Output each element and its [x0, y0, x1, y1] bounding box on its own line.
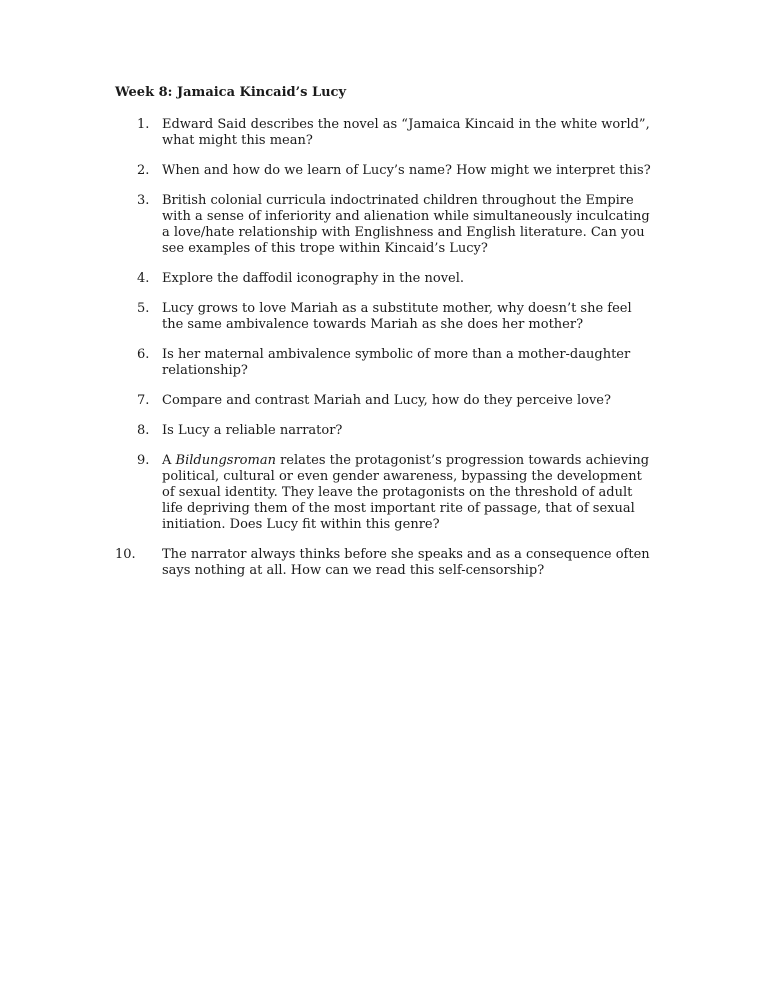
- question-number: 7.: [137, 393, 150, 408]
- question-item: [0, 393, 768, 409]
- question-line: political, cultural or even gender awareness, bypassing the development: [162, 469, 642, 484]
- question-line-prefix: A: [162, 453, 176, 468]
- question-line: Compare and contrast Mariah and Lucy, how do they perceive love?: [162, 393, 611, 408]
- question-line: British colonial curricula indoctrinated children throughout the Empire: [162, 193, 634, 208]
- question-line-rest: relates the protagonist’s progression towards achieving: [275, 453, 650, 468]
- question-line: says nothing at all. How can we read this self-censorship?: [162, 563, 545, 578]
- question-list: [0, 117, 768, 593]
- question-number: 6.: [137, 347, 150, 362]
- question-line: The narrator always thinks before she speaks and as a consequence often: [162, 547, 650, 562]
- question-text: [162, 117, 652, 149]
- question-line: relationship?: [162, 363, 248, 378]
- question-text: [162, 347, 652, 379]
- question-number: 4.: [137, 271, 150, 286]
- question-text: [162, 393, 652, 409]
- question-line: Is Lucy a reliable narrator?: [162, 423, 343, 438]
- question-text: [162, 163, 652, 179]
- question-number: 10.: [115, 547, 136, 562]
- question-line: with a sense of inferiority and alienation while simultaneously inculcating: [162, 209, 650, 224]
- document-title: Week 8: Jamaica Kincaid’s Lucy: [115, 85, 347, 100]
- question-line: of sexual identity. They leave the protagonists on the threshold of adult: [162, 485, 633, 500]
- question-number: 9.: [137, 453, 150, 468]
- question-item: [0, 163, 768, 179]
- question-number: 1.: [137, 117, 150, 132]
- question-line: [162, 453, 652, 469]
- question-text: [162, 271, 652, 287]
- question-item: [0, 193, 768, 257]
- genre-term: Bildungsroman: [175, 453, 276, 468]
- question-text: [162, 301, 652, 333]
- question-line: When and how do we learn of Lucy’s name? How might we interpret this?: [162, 163, 651, 178]
- question-line: Explore the daffodil iconography in the novel.: [162, 271, 465, 286]
- question-line: initiation. Does Lucy fit within this genre?: [162, 517, 440, 532]
- question-text: [162, 453, 652, 533]
- question-number: 2.: [137, 163, 150, 178]
- question-line: Lucy grows to love Mariah as a substitute mother, why doesn’t she feel: [162, 301, 632, 316]
- question-item: [0, 271, 768, 287]
- question-item: [0, 423, 768, 439]
- question-item: [0, 117, 768, 149]
- question-text: [162, 547, 652, 579]
- question-item: [0, 547, 768, 579]
- question-item: [0, 301, 768, 333]
- question-line: Edward Said describes the novel as “Jamaica Kincaid in the white world”,: [162, 117, 650, 132]
- question-text: [162, 423, 652, 439]
- question-line: Is her maternal ambivalence symbolic of more than a mother-daughter: [162, 347, 631, 362]
- question-text: [162, 193, 652, 257]
- question-line: life depriving them of the most important rite of passage, that of sexual: [162, 501, 635, 516]
- question-line: see examples of this trope within Kincaid’s Lucy?: [162, 241, 488, 256]
- question-line: a love/hate relationship with Englishness and English literature. Can you: [162, 225, 645, 240]
- question-line: what might this mean?: [162, 133, 313, 148]
- question-item: [0, 347, 768, 379]
- question-number: 5.: [137, 301, 150, 316]
- question-line: the same ambivalence towards Mariah as she does her mother?: [162, 317, 584, 332]
- question-number: 8.: [137, 423, 150, 438]
- question-number: 3.: [137, 193, 150, 208]
- question-item: [0, 453, 768, 533]
